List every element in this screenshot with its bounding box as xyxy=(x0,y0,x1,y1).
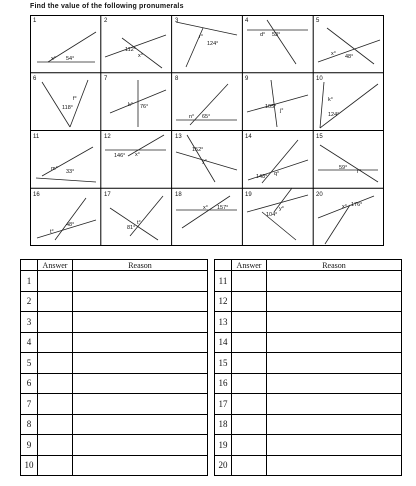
answer-cell[interactable] xyxy=(232,394,267,415)
answer-cell[interactable] xyxy=(38,353,73,374)
reason-cell[interactable] xyxy=(73,394,208,415)
angle-label: x° xyxy=(138,53,143,59)
angle-label: 105° xyxy=(265,104,277,110)
reason-cell[interactable] xyxy=(73,312,208,333)
angle-label: 65° xyxy=(202,114,211,120)
reason-cell[interactable] xyxy=(73,414,208,435)
row-number: 7 xyxy=(21,394,38,415)
reason-header: Reason xyxy=(73,260,208,271)
angle-label: 104° xyxy=(266,212,278,218)
row-number: 6 xyxy=(21,373,38,394)
problem-number: 14 xyxy=(245,134,252,140)
answer-table xyxy=(20,259,402,476)
answer-header: Answer xyxy=(38,260,73,271)
reason-cell[interactable] xyxy=(73,353,208,374)
row-number: 15 xyxy=(215,353,232,374)
problem-number: 4 xyxy=(245,18,249,24)
problem-number: 10 xyxy=(316,76,323,82)
answer-cell[interactable] xyxy=(232,271,267,292)
reason-cell[interactable] xyxy=(73,291,208,312)
angle-label: x° xyxy=(331,51,336,57)
angle-label: q° xyxy=(274,171,280,177)
answer-header: Answer xyxy=(232,260,267,271)
angle-label: 176° xyxy=(351,202,363,208)
reason-cell[interactable] xyxy=(267,435,402,456)
answer-cell[interactable] xyxy=(232,312,267,333)
row-number: 19 xyxy=(215,435,232,456)
angle-label: 81° xyxy=(127,225,136,231)
reason-cell[interactable] xyxy=(267,291,402,312)
angle-label: 59° xyxy=(339,165,348,171)
reason-cell[interactable] xyxy=(267,394,402,415)
problem-number: 17 xyxy=(104,192,111,198)
row-number: 12 xyxy=(215,291,232,312)
reason-cell[interactable] xyxy=(267,312,402,333)
problem-number: 15 xyxy=(316,134,323,140)
answer-cell[interactable] xyxy=(38,414,73,435)
reason-cell[interactable] xyxy=(267,332,402,353)
angle-label: 124° xyxy=(207,41,219,47)
angle-label: t° xyxy=(50,229,54,235)
row-number: 5 xyxy=(21,353,38,374)
answer-cell[interactable] xyxy=(38,394,73,415)
row-number: 17 xyxy=(215,394,232,415)
angle-label: r° xyxy=(199,34,204,40)
problem-number: 19 xyxy=(245,192,252,198)
row-number: 13 xyxy=(215,312,232,333)
angle-label: 148° xyxy=(256,174,268,180)
problem-number: 8 xyxy=(175,76,179,82)
problem-number: 1 xyxy=(33,18,37,24)
answer-cell[interactable] xyxy=(232,353,267,374)
answer-cell[interactable] xyxy=(38,291,73,312)
reason-cell[interactable] xyxy=(267,271,402,292)
row-number: 11 xyxy=(215,271,232,292)
answer-cell[interactable] xyxy=(232,373,267,394)
answer-cell[interactable] xyxy=(38,455,73,476)
reason-cell[interactable] xyxy=(267,353,402,374)
reason-cell[interactable] xyxy=(267,455,402,476)
angle-label: 152° xyxy=(192,147,204,153)
angle-label: 53° xyxy=(272,32,281,38)
answer-cell[interactable] xyxy=(38,312,73,333)
problem-number: 9 xyxy=(245,76,249,82)
answer-cell[interactable] xyxy=(232,332,267,353)
answer-cell[interactable] xyxy=(232,455,267,476)
row-number: 2 xyxy=(21,291,38,312)
problem-number: 7 xyxy=(104,76,108,82)
row-number: 9 xyxy=(21,435,38,456)
angle-label: 124° xyxy=(328,112,340,118)
angle-label: j° xyxy=(280,108,284,114)
angle-label: m° xyxy=(51,166,58,172)
angle-label: 118° xyxy=(62,105,73,111)
angle-lines xyxy=(36,20,380,244)
angle-label: 146° xyxy=(114,153,126,159)
answer-cell[interactable] xyxy=(38,435,73,456)
angle-label: k° xyxy=(128,102,133,108)
reason-header: Reason xyxy=(267,260,402,271)
angle-label: y° xyxy=(279,206,284,212)
angle-label: r° xyxy=(357,169,362,175)
reason-cell[interactable] xyxy=(73,271,208,292)
angle-label: x° xyxy=(203,205,208,211)
row-number: 3 xyxy=(21,312,38,333)
reason-cell[interactable] xyxy=(73,373,208,394)
worksheet-title: Find the value of the following pronumerals xyxy=(30,3,184,10)
angle-label: k° xyxy=(328,97,333,103)
problem-number: 2 xyxy=(104,18,108,24)
reason-cell[interactable] xyxy=(73,332,208,353)
reason-cell[interactable] xyxy=(73,455,208,476)
problem-number: 12 xyxy=(104,134,111,140)
problem-number: 5 xyxy=(316,18,320,24)
angle-label: x° xyxy=(342,204,347,210)
answer-cell[interactable] xyxy=(38,332,73,353)
row-number: 16 xyxy=(215,373,232,394)
angle-label: d° xyxy=(260,32,266,38)
angle-label: 33° xyxy=(66,169,75,175)
row-number: 1 xyxy=(21,271,38,292)
problem-number: 18 xyxy=(175,192,182,198)
angle-label: x° xyxy=(135,152,140,158)
angle-label: y° xyxy=(202,159,207,165)
angle-label: 157° xyxy=(217,205,229,211)
row-number: 14 xyxy=(215,332,232,353)
angle-label: x° xyxy=(51,56,56,62)
row-number: 8 xyxy=(21,414,38,435)
row-number: 10 xyxy=(21,455,38,476)
problem-number: 3 xyxy=(175,18,179,24)
problem-number: 11 xyxy=(33,134,40,140)
reason-cell[interactable] xyxy=(267,373,402,394)
problem-number: 13 xyxy=(175,134,182,140)
angle-label: 54° xyxy=(66,56,75,62)
angle-label: 48° xyxy=(345,54,354,60)
answer-cell[interactable] xyxy=(38,373,73,394)
problem-number: 16 xyxy=(33,192,40,198)
angle-label: t° xyxy=(137,220,141,226)
problem-number: 6 xyxy=(33,76,37,82)
row-number: 18 xyxy=(215,414,232,435)
angle-label: f° xyxy=(73,96,77,102)
angle-label: 76° xyxy=(140,104,149,110)
answer-cell[interactable] xyxy=(232,291,267,312)
problem-number: 20 xyxy=(316,192,323,198)
reason-cell[interactable] xyxy=(267,414,402,435)
angle-label: 112° xyxy=(125,47,136,53)
answer-cell[interactable] xyxy=(232,435,267,456)
answer-cell[interactable] xyxy=(232,414,267,435)
reason-cell[interactable] xyxy=(73,435,208,456)
angle-label: n° xyxy=(189,114,195,120)
row-number: 20 xyxy=(215,455,232,476)
angle-label: 48° xyxy=(66,222,75,228)
row-number: 4 xyxy=(21,332,38,353)
answer-cell[interactable] xyxy=(38,271,73,292)
